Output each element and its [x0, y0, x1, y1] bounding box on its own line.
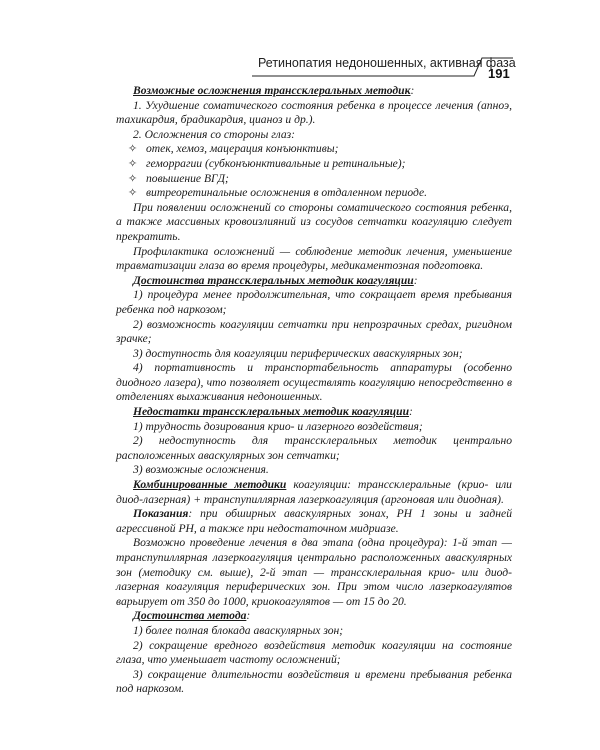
- stop-coagulation-paragraph: При появлении осложнений со стороны соматического состояния ребенка, а также массивных кровоизлияний из сосудов сетчатки коагуляцию следует прекратить.: [116, 200, 512, 243]
- indications-label: Показания: [133, 507, 189, 521]
- advantages-heading: Достоинства транссклеральных методик коагуляции: [133, 273, 414, 287]
- disadvantages-heading-line: Недостатки транссклеральных методик коагуляции:: [133, 405, 413, 419]
- method-advantages-heading-line: Достоинства метода:: [133, 609, 251, 623]
- body-text: [116, 84, 512, 697]
- diamond-bullet-icon: ✧: [128, 187, 138, 200]
- method-advantages-heading: Достоинства метода: [133, 609, 247, 623]
- method-advantages-item: 3) сокращение длительности воздействия и времени пребывания ребенка под наркозом.: [116, 667, 512, 696]
- list-item: ✧ витреоретинальные осложнения в отдаленном периоде.: [128, 186, 428, 200]
- advantages-item: 3) доступность для коагуляции периферических аваскулярных зон;: [133, 346, 463, 360]
- disadvantages-item: 1) трудность дозирования крио- и лазерного воздействия;: [133, 419, 423, 433]
- list-item: ✧ повышение ВГД;: [128, 171, 229, 185]
- indications-paragraph: Показания: при обширных аваскулярных зонах, РН 1 зоны и задней агрессивной РН, а также при недостаточном мидриазе.: [116, 507, 512, 535]
- method-advantages-item: 1) более полная блокада аваскулярных зон;: [133, 623, 344, 637]
- eye-complications-list: [116, 142, 512, 200]
- disadvantages-heading: Недостатки транссклеральных методик коагуляции: [133, 405, 410, 419]
- complications-heading-line: Возможные осложнения транссклеральных методик:: [133, 84, 415, 97]
- disadvantages-item: 3) возможные осложнения.: [133, 463, 269, 477]
- advantages-item: 4) портативность и транспортабельность аппаратуры (особенно диодного лазера), что позволяет осуществлять коагуляцию непосредственно в отделениях выхаживания недоношенных.: [116, 361, 512, 404]
- method-advantages-item: 2) сокращение вредного воздействия методик коагуляции на состояние глаза, что уменьшает частоту осложнений;: [116, 638, 512, 667]
- running-header-title: Ретинопатия недоношенных, активная фаза: [258, 56, 516, 70]
- diamond-bullet-icon: ✧: [128, 157, 138, 170]
- list-item: ✧ отек, хемоз, мацерация конъюнктивы;: [128, 142, 339, 156]
- disadvantages-item: 2) недоступность для транссклеральных методик центрально расположенных аваскулярных зон сетчатки;: [116, 434, 512, 462]
- prevention-paragraph: Профилактика осложнений — соблюдение методик лечения, уменьшение травматизации глаза во время процедуры, медикаментозная подготовка.: [116, 244, 512, 273]
- combined-methods-heading: Комбинированные методики: [133, 478, 287, 492]
- combined-methods-paragraph: Комбинированные методики коагуляции: транссклеральные (крио- или диод-лазерная) + транспупиллярная лазеркоагуляция (аргоновая или диодная).: [116, 478, 512, 506]
- list-item: ✧ геморрагии (субконъюнктивальные и ретинальные);: [128, 156, 406, 170]
- diamond-bullet-icon: ✧: [128, 172, 138, 185]
- complications-item-2: 2. Осложнения со стороны глаз:: [133, 127, 296, 141]
- diamond-bullet-icon: ✧: [128, 143, 138, 156]
- complications-item-1: 1. Ухудшение соматического состояния ребенка в процессе лечения (апноэ, тахикардия, брадикардия, цианоз и др.).: [116, 98, 512, 127]
- advantages-item: 1) процедура менее продолжительная, что сокращает время пребывания ребенка под наркозом;: [116, 288, 512, 316]
- two-stage-paragraph: Возможно проведение лечения в два этапа (одна процедура): 1-й этап — транспупиллярная лазеркоагуляция центрально расположенных аваскулярных зон (методику см. выше), 2-й этап — транссклеральная крио- или диод-лазерная коагуляция периферических зон. При этом число лазеркоагулятов варьирует от 350 до 1000, криокоагулятов — от 15 до 20.: [116, 536, 512, 608]
- advantages-item: 2) возможность коагуляции сетчатки при непрозрачных средах, ригидном зрачке;: [116, 317, 512, 346]
- complications-heading: Возможные осложнения транссклеральных методик: [133, 84, 411, 97]
- page-number: 191: [488, 66, 510, 81]
- advantages-heading-line: Достоинства транссклеральных методик коагуляции:: [133, 273, 418, 287]
